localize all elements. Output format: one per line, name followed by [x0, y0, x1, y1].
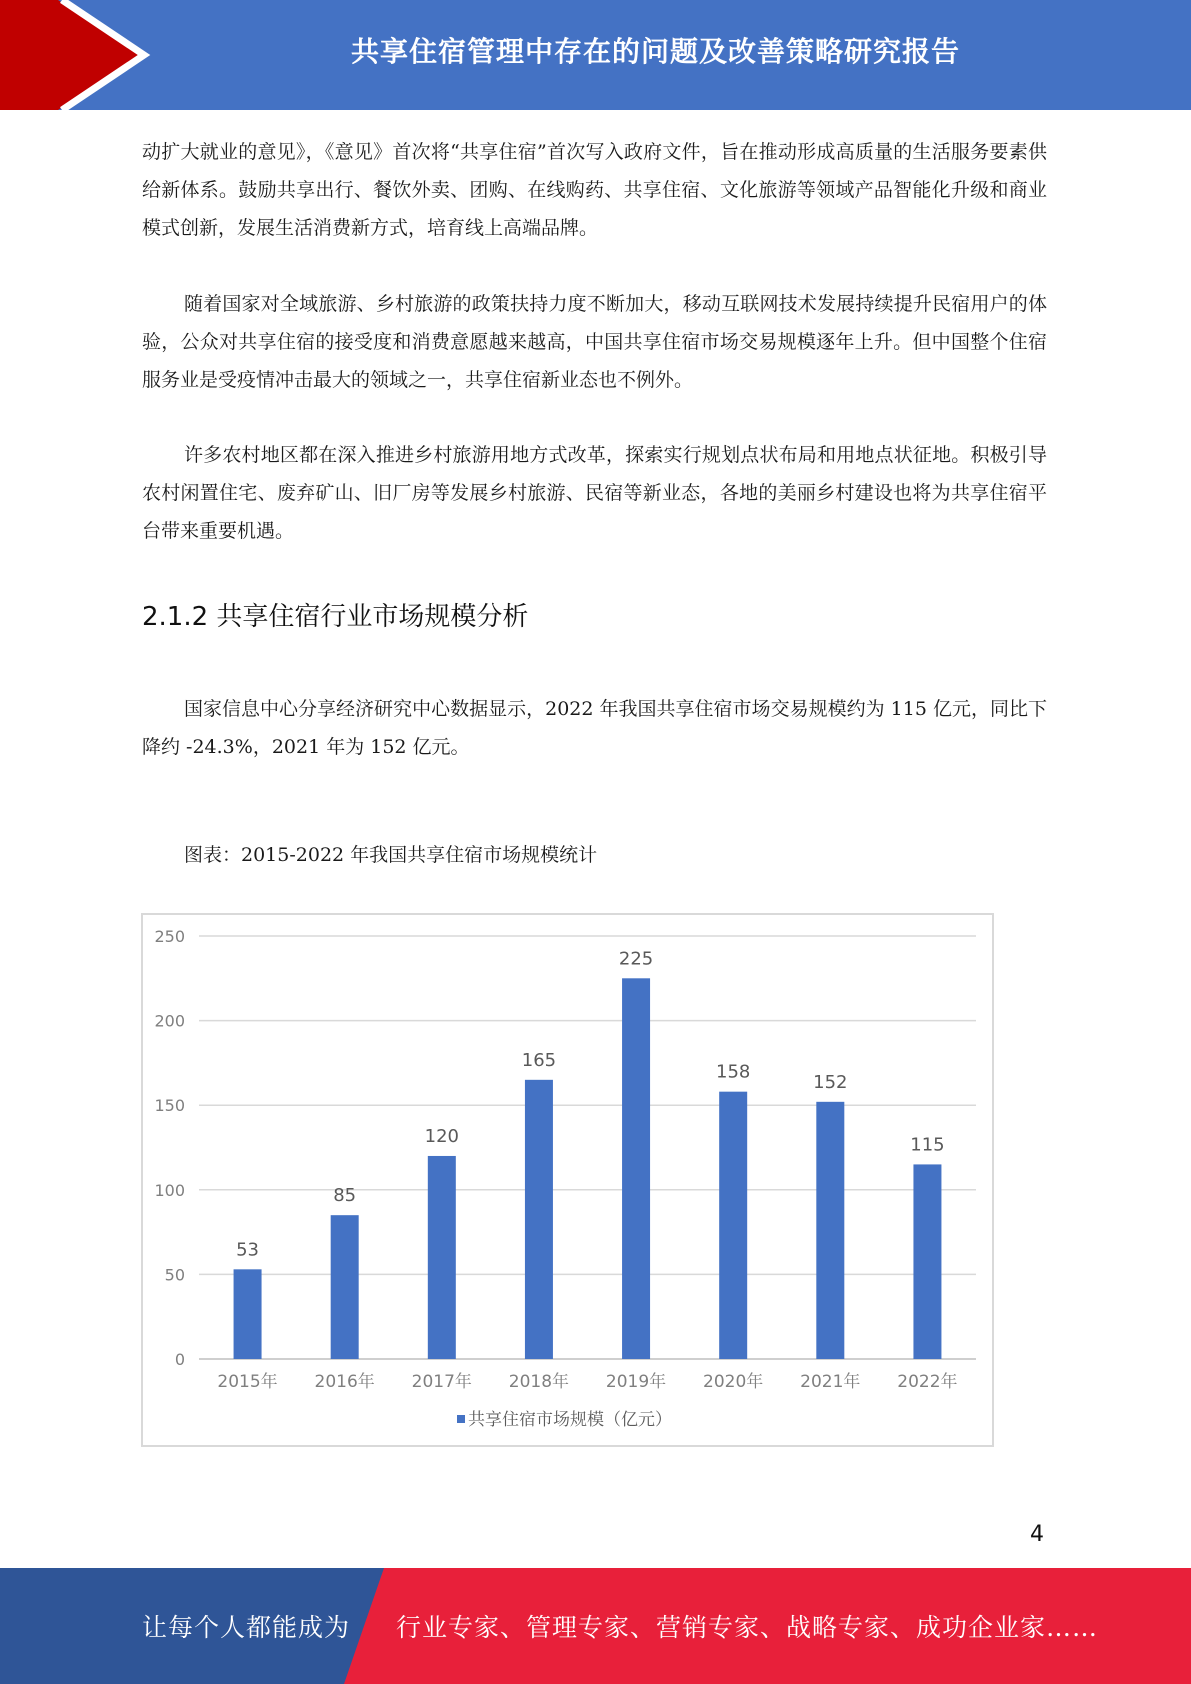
x-tick-label: 2016年 — [314, 1372, 375, 1392]
bar — [428, 1156, 456, 1359]
x-tick-label: 2017年 — [411, 1372, 472, 1392]
footer-band — [0, 1568, 1191, 1684]
x-tick-label: 2019年 — [605, 1372, 667, 1392]
body-paragraph-1: 动扩大就业的意见》，《意见》首次将“共享住宿”首次写入政府文件，旨在推动形成高质量的生活服务要素供给新体系。鼓励共享出行、餐饮外卖、团购、在线购药、共享住宿、文化旅游等领域产品智能化升级和商业模式创新，发展生活消费新方式，培育线上高端品牌。 — [142, 141, 1047, 239]
x-tick-label: 2015年 — [217, 1372, 278, 1392]
section-paragraph: 国家信息中心分享经济研究中心数据显示，2022 年我国共享住宿市场交易规模约为 115 亿元，同比下降约 -24.3%，2021 年为 152 亿元。 — [142, 698, 1047, 758]
bar-chart — [141, 913, 994, 1447]
bar — [622, 978, 650, 1359]
body-paragraph-3: 许多农村地区都在深入推进乡村旅游用地方式改革，探索实行规划点状布局和用地点状征地。积极引导农村闲置住宅、废弃矿山、旧厂房等发展乡村旅游、民宿等新业态，各地的美丽乡村建设也将为共享住宿平台带来重要机遇。 — [142, 444, 1047, 542]
header-band — [0, 0, 1191, 110]
y-tick-label: 0 — [174, 1350, 185, 1369]
x-tick-label: 2020年 — [703, 1372, 764, 1392]
bar-chart-svg — [143, 915, 996, 1449]
data-label: 225 — [618, 948, 654, 970]
data-label: 158 — [716, 1061, 751, 1083]
bar — [234, 1269, 262, 1359]
bar — [913, 1164, 941, 1359]
x-tick-label: 2018年 — [508, 1372, 570, 1392]
y-tick-label: 150 — [154, 1096, 185, 1116]
legend-label: 共享住宿市场规模（亿元） — [468, 1410, 672, 1430]
bar — [719, 1092, 747, 1359]
figure-caption: 图表：2015-2022 年我国共享住宿市场规模统计 — [184, 844, 598, 866]
section-heading: 2.1.2 共享住宿行业市场规模分析 — [142, 602, 529, 632]
y-tick-label: 250 — [154, 927, 185, 946]
data-label: 152 — [813, 1071, 848, 1093]
data-label: 85 — [333, 1185, 357, 1207]
y-tick-label: 200 — [154, 1011, 185, 1031]
body-paragraph-2: 随着国家对全域旅游、乡村旅游的政策扶持力度不断加大，移动互联网技术发展持续提升民宿用户的体验，公众对共享住宿的接受度和消费意愿越来越高，中国共享住宿市场交易规模逐年上升。但中国整个住宿服务业是受疫情冲击最大的领域之一，共享住宿新业态也不例外。 — [142, 293, 1047, 391]
y-tick-label: 100 — [154, 1180, 185, 1200]
footer-slogan-left: 让每个人都能成为 — [142, 1613, 351, 1642]
bar — [525, 1080, 553, 1359]
document-title: 共享住宿管理中存在的问题及改善策略研究报告 — [350, 35, 960, 68]
x-tick-label: 2022年 — [897, 1372, 958, 1392]
data-label: 115 — [910, 1134, 945, 1156]
data-label: 53 — [236, 1239, 260, 1261]
data-label: 120 — [424, 1125, 459, 1147]
y-tick-label: 50 — [164, 1265, 185, 1285]
bar — [816, 1102, 844, 1359]
bar — [331, 1215, 359, 1359]
x-tick-label: 2021年 — [800, 1372, 861, 1392]
footer-slogan-right: 行业专家、管理专家、营销专家、战略专家、成功企业家…… — [396, 1613, 1099, 1642]
page-number: 4 — [1030, 1522, 1044, 1547]
legend-swatch — [457, 1415, 465, 1423]
data-label: 165 — [521, 1049, 557, 1071]
